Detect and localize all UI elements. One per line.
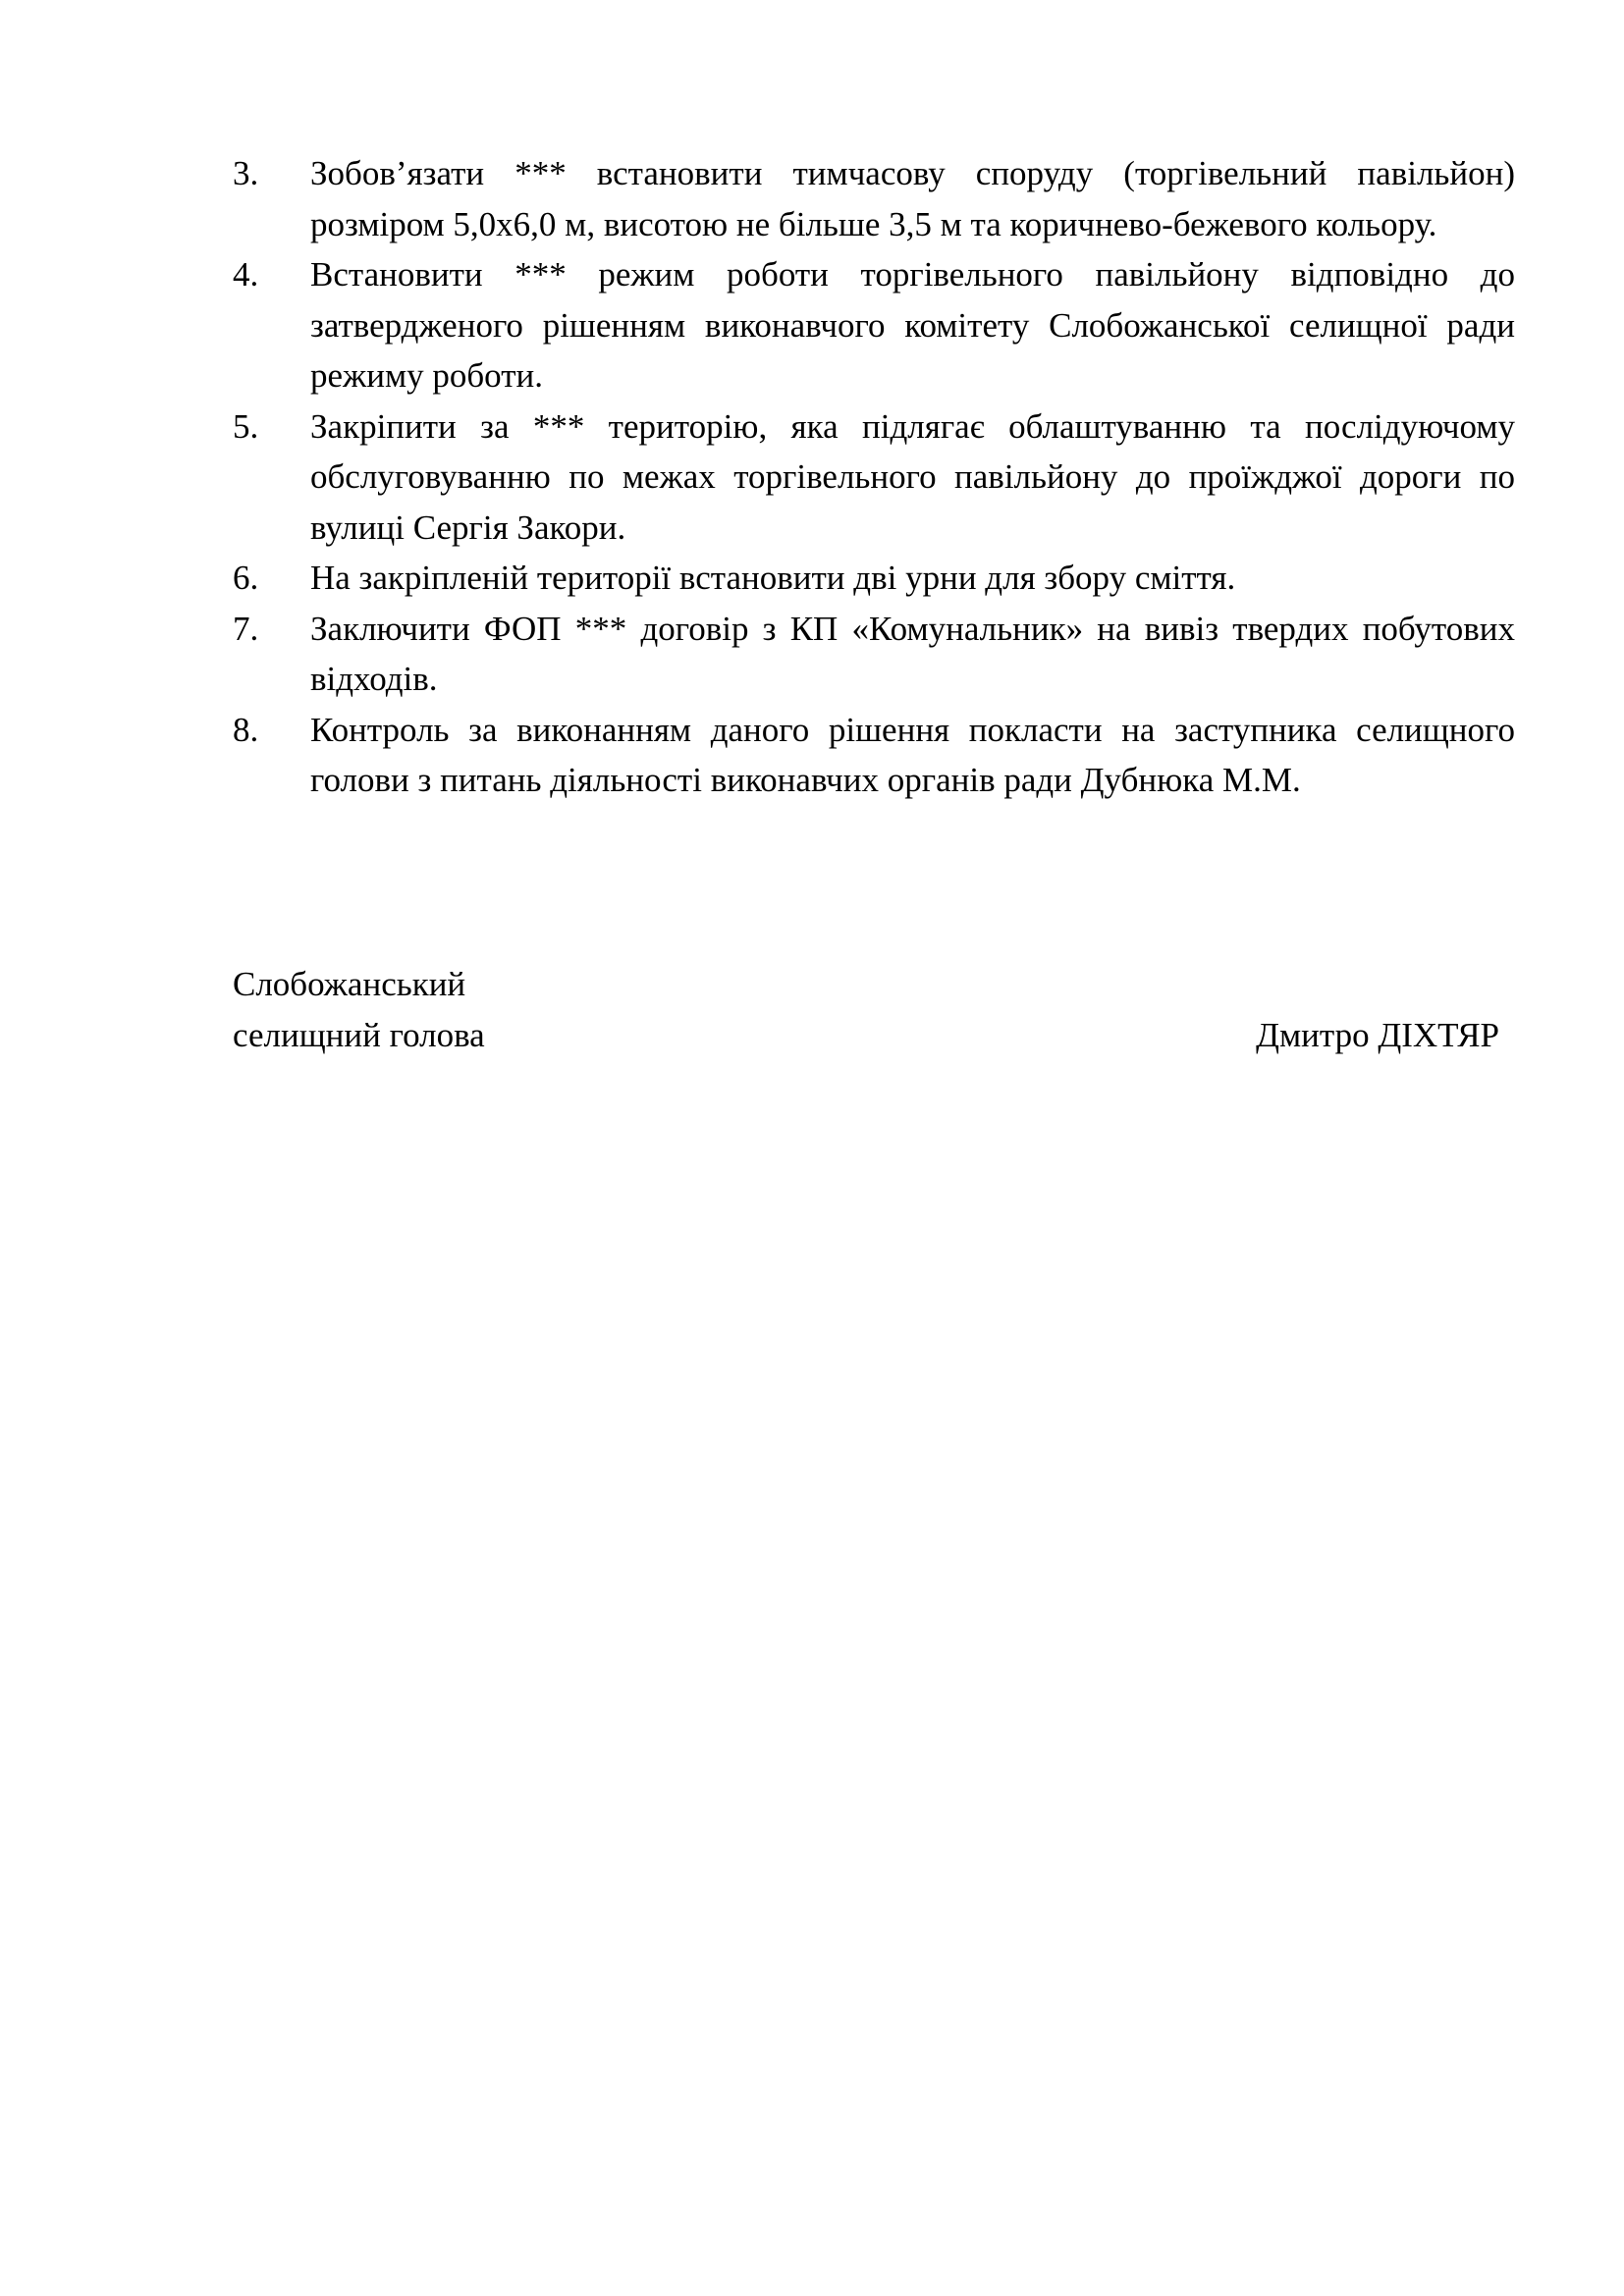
signature-row [233,1010,1499,1061]
list-item [233,401,1515,554]
item-number: 7. [233,609,259,648]
item-text: Закріпити за *** територію, яка підлягає облаштуванню та послідуючому обслуговуванню по межах торгівельного павільйону до проїжджої дороги по вулиці Сергія Закори. [310,406,1515,547]
list-item [233,604,1515,705]
list-item [233,249,1515,401]
list-item [233,705,1515,806]
item-number: 5. [233,406,259,446]
signatory-title-line2: селищний голова [233,1015,485,1054]
item-text: Заключити ФОП *** договір з КП «Комунальник» на вивіз твердих побутових відходів. [310,609,1515,698]
decision-items-list [233,148,1515,806]
item-text: Встановити *** режим роботи торгівельного павільйону відповідно до затвердженого рішенням виконавчого комітету Слобожанської селищної ради режиму роботи. [310,255,1515,395]
item-text: Зобов’язати *** встановити тимчасову споруду (торгівельний павільйон) розміром 5,0х6,0 м, висотою не більше 3,5 м та коричнево-бежевого кольору. [310,154,1515,243]
item-number: 3. [233,154,259,192]
item-number: 6. [233,559,259,597]
item-number: 4. [233,255,259,294]
item-number: 8. [233,710,259,749]
list-item [233,148,1515,249]
signatory-title-line1: Слобожанський [233,965,466,1003]
item-text: На закріпленій території встановити дві урни для збору сміття. [310,559,1236,597]
signature-block [233,959,1499,1060]
list-item [233,553,1515,604]
item-text: Контроль за виконанням даного рішення покласти на заступника селищного голови з питань діяльності виконавчих органів ради Дубнюка М.М. [310,710,1515,799]
signatory-name: Дмитро ДІХТЯР [1256,1015,1499,1054]
